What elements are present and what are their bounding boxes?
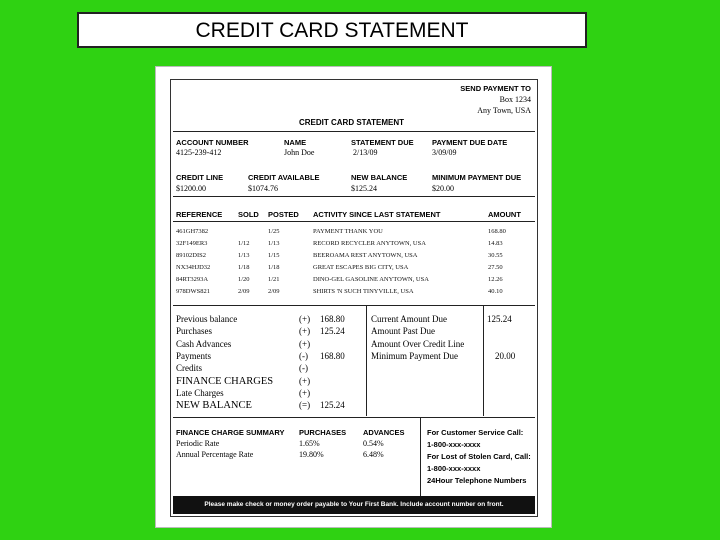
- payment-due-date-value: 3/09/09: [432, 148, 457, 157]
- row-activity: BEEROAMA REST ANYTOWN, USA: [313, 252, 418, 259]
- row-activity: GREAT ESCAPES BIG CITY, USA: [313, 264, 409, 271]
- activity-header: ACTIVITY SINCE LAST STATEMENT: [313, 210, 441, 219]
- due-label: Amount Past Due: [371, 326, 435, 337]
- row-reference: 84RT3293A: [176, 276, 209, 283]
- statement-frame: [170, 79, 538, 517]
- row-posted: 1/13: [268, 240, 280, 247]
- due-label: Current Amount Due: [371, 314, 447, 324]
- summary-sign: (+): [299, 375, 311, 386]
- send-payment-heading: SEND PAYMENT TO: [460, 84, 531, 93]
- new-balance-value: $125.24: [351, 184, 377, 193]
- row-reference: NX34HJD32: [176, 264, 211, 271]
- summary-label: Cash Advances: [176, 338, 232, 349]
- divider: [173, 196, 535, 197]
- advances-header: ADVANCES: [363, 428, 405, 437]
- periodic-rate-label: Periodic Rate: [176, 439, 220, 448]
- statement-title: CREDIT CARD STATEMENT: [299, 118, 405, 127]
- summary-sign: (-): [299, 363, 308, 374]
- divider: [366, 306, 367, 416]
- summary-amount: 168.80: [320, 314, 345, 324]
- row-sold: 2/09: [238, 288, 250, 295]
- summary-sign: (+): [299, 326, 311, 337]
- name-header: NAME: [284, 138, 307, 147]
- divider: [173, 131, 535, 132]
- row-sold: 1/13: [238, 252, 250, 259]
- row-amount: 27.50: [488, 264, 503, 271]
- credit-line-header: CREDIT LINE: [176, 173, 224, 182]
- row-posted: 1/15: [268, 252, 280, 259]
- summary-sign: (+): [299, 387, 311, 398]
- posted-header: POSTED: [268, 210, 299, 219]
- apr-purchases: 19.80%: [299, 450, 324, 459]
- row-amount: 30.55: [488, 252, 503, 259]
- customer-service-phone: 1-800-xxx-xxxx: [427, 440, 481, 449]
- row-sold: 1/20: [238, 276, 250, 283]
- divider: [483, 306, 484, 416]
- divider: [173, 417, 535, 418]
- summary-label: Purchases: [176, 326, 212, 337]
- summary-amount: 125.24: [320, 400, 345, 411]
- account-number-value: 4125-239-412: [176, 148, 222, 157]
- send-payment-line2: Any Town, USA: [477, 106, 531, 115]
- divider: [173, 305, 535, 306]
- periodic-rate-purchases: 1.65%: [299, 439, 320, 448]
- send-payment-line1: Box 1234: [499, 95, 531, 104]
- summary-amount: 168.80: [320, 350, 345, 361]
- row-posted: 1/18: [268, 264, 280, 271]
- summary-label: FINANCE CHARGES: [176, 375, 274, 387]
- row-reference: 89102DIS2: [176, 252, 206, 259]
- row-amount: 12.26: [488, 276, 503, 283]
- summary-label: Payments: [176, 350, 211, 361]
- apr-label: Annual Percentage Rate: [176, 450, 254, 459]
- divider: [420, 418, 421, 496]
- row-posted: 1/21: [268, 276, 280, 283]
- reference-header: REFERENCE: [176, 210, 223, 219]
- statement-due-value: 2/13/09: [353, 148, 378, 157]
- statement-document: [155, 66, 552, 528]
- row-posted: 2/09: [268, 288, 280, 295]
- row-amount: 14.83: [488, 240, 503, 247]
- summary-sign: (+): [299, 338, 311, 349]
- divider: [173, 221, 535, 222]
- payment-instructions-bar: Please make check or money order payable to Your First Bank. Include account number on front.: [173, 496, 535, 514]
- periodic-rate-advances: 0.54%: [363, 439, 384, 448]
- summary-label: Late Charges: [176, 387, 224, 398]
- slide-title: CREDIT CARD STATEMENT: [77, 12, 587, 48]
- summary-label: NEW BALANCE: [176, 400, 252, 412]
- summary-label: Previous balance: [176, 314, 238, 324]
- account-number-header: ACCOUNT NUMBER: [176, 138, 249, 147]
- row-amount: 40.10: [488, 288, 503, 295]
- name-value: John Doe: [284, 148, 315, 157]
- new-balance-header: NEW BALANCE: [351, 173, 408, 182]
- sold-header: SOLD: [238, 210, 259, 219]
- credit-available-value: $1074.76: [248, 184, 278, 193]
- minimum-payment-header: MINIMUM PAYMENT DUE: [432, 173, 522, 182]
- summary-sign: (-): [299, 350, 308, 361]
- purchases-header: PURCHASES: [299, 428, 347, 437]
- row-activity: RECORD RECYCLER ANYTOWN, USA: [313, 240, 426, 247]
- due-value: 125.24: [487, 314, 512, 324]
- row-posted: 1/25: [268, 228, 280, 235]
- apr-advances: 6.48%: [363, 450, 384, 459]
- telephone-note: 24Hour Telephone Numbers: [427, 476, 527, 485]
- summary-sign: (=): [299, 400, 311, 411]
- row-reference: 978DWS821: [176, 288, 210, 295]
- summary-sign: (+): [299, 314, 311, 324]
- amount-header: AMOUNT: [488, 210, 521, 219]
- row-activity: DINO-GEL GASOLINE ANYTOWN, USA: [313, 276, 429, 283]
- summary-amount: 125.24: [320, 326, 345, 337]
- statement-due-header: STATEMENT DUE: [351, 138, 414, 147]
- lost-card-phone: 1-800-xxx-xxxx: [427, 464, 481, 473]
- row-activity: SHIRTS 'N SUCH TINYVILLE, USA: [313, 288, 414, 295]
- row-amount: 168.80: [488, 228, 506, 235]
- due-value: 20.00: [495, 350, 516, 361]
- customer-service-line1: For Customer Service Call:: [427, 428, 524, 437]
- due-label: Amount Over Credit Line: [371, 338, 465, 349]
- payment-due-date-header: PAYMENT DUE DATE: [432, 138, 508, 147]
- finance-summary-header: FINANCE CHARGE SUMMARY: [176, 428, 285, 437]
- credit-line-value: $1200.00: [176, 184, 206, 193]
- credit-available-header: CREDIT AVAILABLE: [248, 173, 320, 182]
- row-sold: 1/12: [238, 240, 250, 247]
- lost-card-line: For Lost of Stolen Card, Call:: [427, 452, 531, 461]
- row-activity: PAYMENT THANK YOU: [313, 228, 383, 235]
- summary-label: Credits: [176, 363, 202, 374]
- row-reference: 461GH7382: [176, 228, 209, 235]
- due-label: Minimum Payment Due: [371, 350, 458, 361]
- row-sold: 1/18: [238, 264, 250, 271]
- minimum-payment-value: $20.00: [432, 184, 454, 193]
- row-reference: 32F149ER3: [176, 240, 208, 247]
